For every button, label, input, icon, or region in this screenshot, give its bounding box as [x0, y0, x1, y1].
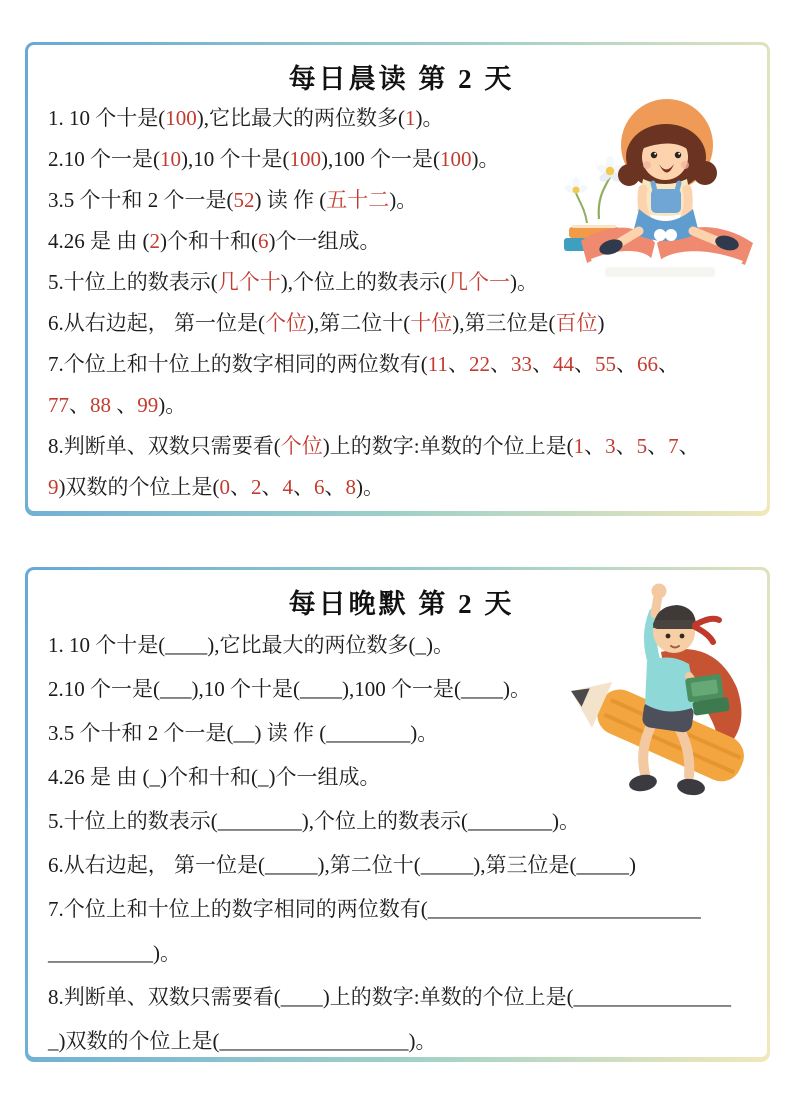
- question-line: [48, 623, 755, 667]
- answer-text: 3: [605, 434, 616, 458]
- question-text: 、: [293, 475, 314, 499]
- question-line: [48, 303, 755, 344]
- answer-text: 88: [90, 393, 111, 417]
- question-text: _)双数的个位上是(__________________)。: [48, 1029, 437, 1053]
- question-text: 3.5 个十和 2 个一是(__) 读 作 (________)。: [48, 721, 439, 745]
- question-text: ),100 个一是(: [321, 147, 440, 171]
- question-text: 、: [647, 434, 669, 458]
- question-text: 1. 10 个十是(____),它比最大的两位数多(_)。: [48, 633, 454, 657]
- question-text: 4.26 是 由 (: [48, 229, 150, 253]
- question-text: ),它比最大的两位数多(: [196, 106, 405, 130]
- answer-text: 2: [251, 475, 262, 499]
- answer-text: 5: [636, 434, 648, 458]
- question-line: [48, 843, 755, 887]
- answer-text: 10: [160, 147, 181, 171]
- question-text: )个一组成。: [268, 229, 381, 253]
- answer-text: 十位: [410, 311, 453, 335]
- answer-text: 个位: [280, 434, 323, 458]
- answer-text: 100: [440, 147, 472, 171]
- question-text: 、: [69, 393, 90, 417]
- question-text: 4.26 是 由 (_)个和十和(_)个一组成。: [48, 765, 381, 789]
- morning-reading-title: 每日晨读 第 2 天: [288, 64, 515, 94]
- answer-text: 100: [165, 106, 197, 130]
- question-text: 8.判断单、双数只需要看(: [48, 434, 281, 458]
- question-text: )。: [389, 188, 418, 212]
- morning-reading-panel: [25, 42, 770, 516]
- question-text: ),个位上的数表示(: [280, 270, 447, 294]
- question-text: )。: [158, 393, 187, 417]
- question-text: )。: [356, 475, 384, 499]
- answer-text: 6: [314, 475, 325, 499]
- question-text: 、: [324, 475, 346, 499]
- question-text: )个和十和(: [160, 229, 258, 253]
- question-line: [48, 98, 755, 139]
- question-text: 、: [678, 434, 700, 458]
- question-text: )上的数字:单数的个位上是(: [322, 434, 574, 458]
- question-text: 2.10 个一是(___),10 个十是(____),100 个一是(____)。: [48, 677, 531, 701]
- answer-text: 55: [594, 352, 616, 376]
- question-text: ),第三位是(: [452, 311, 556, 335]
- answer-text: 7: [668, 434, 679, 458]
- question-text: 、: [489, 352, 511, 376]
- answer-text: 0: [219, 475, 230, 499]
- evening-recitation-title: 每日晚默 第 2 天: [288, 589, 515, 619]
- answer-text: 个位: [265, 311, 307, 335]
- question-text: ),第二位十(: [307, 311, 411, 335]
- question-text: 8.判断单、双数只需要看(____)上的数字:单数的个位上是(_______________: [48, 985, 732, 1009]
- question-text: 5.十位上的数表示(: [48, 270, 218, 294]
- question-line: [48, 667, 755, 711]
- morning-questions-list: [48, 98, 755, 508]
- question-text: 、: [531, 352, 553, 376]
- question-text: 6.从右边起， 第一位是(: [48, 311, 265, 335]
- question-text: 1. 10 个十是(: [48, 106, 166, 130]
- question-line: [48, 711, 755, 755]
- question-text: 、: [615, 352, 637, 376]
- answer-text: 52: [233, 188, 255, 212]
- answer-text: 77: [48, 393, 69, 417]
- evening-recitation-panel: [25, 567, 770, 1062]
- question-line: [48, 221, 755, 262]
- answer-text: 几个十: [217, 270, 281, 294]
- answer-text: 百位: [555, 311, 598, 335]
- answer-text: 9: [48, 475, 59, 499]
- question-text: 7.个位上和十位上的数字相同的两位数有(__________________________: [48, 897, 701, 921]
- evening-questions-list: [48, 623, 755, 1057]
- question-text: 、: [261, 475, 283, 499]
- question-text: ),10 个十是(: [181, 147, 290, 171]
- question-text: ) 读 作 (: [254, 188, 327, 212]
- question-text: 7.个位上和十位上的数字相同的两位数有(: [48, 352, 428, 376]
- question-text: 、: [657, 352, 679, 376]
- answer-text: 1: [573, 434, 585, 458]
- answer-text: 8: [345, 475, 356, 499]
- question-line: [48, 887, 755, 975]
- answer-text: 五十二: [326, 188, 390, 212]
- question-text: )。: [471, 147, 500, 171]
- question-text: 、: [447, 352, 469, 376]
- answer-text: 33: [510, 352, 532, 376]
- question-text: )。: [510, 270, 538, 294]
- question-line: [48, 755, 755, 799]
- answer-text: 4: [282, 475, 293, 499]
- question-text: 、: [615, 434, 637, 458]
- evening-recitation-panel-body: [28, 570, 767, 1057]
- question-line: [48, 426, 755, 508]
- answer-text: 99: [137, 393, 159, 417]
- question-text: )。: [415, 106, 444, 130]
- question-text: 6.从右边起， 第一位是(_____),第二位十(_____),第三位是(_____): [48, 853, 636, 877]
- question-line: [48, 262, 755, 303]
- answer-text: 44: [552, 352, 574, 376]
- question-line: [48, 139, 755, 180]
- question-text: 、: [573, 352, 595, 376]
- answer-text: 2: [149, 229, 160, 253]
- question-text: 5.十位上的数表示(________),个位上的数表示(________)。: [48, 809, 580, 833]
- question-text: 、: [111, 393, 138, 417]
- answer-text: 22: [468, 352, 490, 376]
- question-text: 、: [584, 434, 606, 458]
- question-text: 3.5 个十和 2 个一是(: [48, 188, 234, 212]
- answer-text: 几个一: [447, 270, 510, 294]
- morning-reading-panel-body: [28, 45, 767, 511]
- question-text: __________)。: [48, 941, 181, 965]
- question-line: [48, 344, 755, 426]
- question-text: )双数的个位上是(: [58, 475, 220, 499]
- question-text: ): [597, 311, 605, 335]
- question-line: [48, 799, 755, 843]
- answer-text: 1: [405, 106, 416, 130]
- question-text: 2.10 个一是(: [48, 147, 160, 171]
- question-line: [48, 180, 755, 221]
- question-text: 、: [230, 475, 251, 499]
- question-line: [48, 975, 755, 1057]
- answer-text: 11: [427, 352, 448, 376]
- answer-text: 66: [636, 352, 658, 376]
- answer-text: 6: [258, 229, 269, 253]
- answer-text: 100: [289, 147, 321, 171]
